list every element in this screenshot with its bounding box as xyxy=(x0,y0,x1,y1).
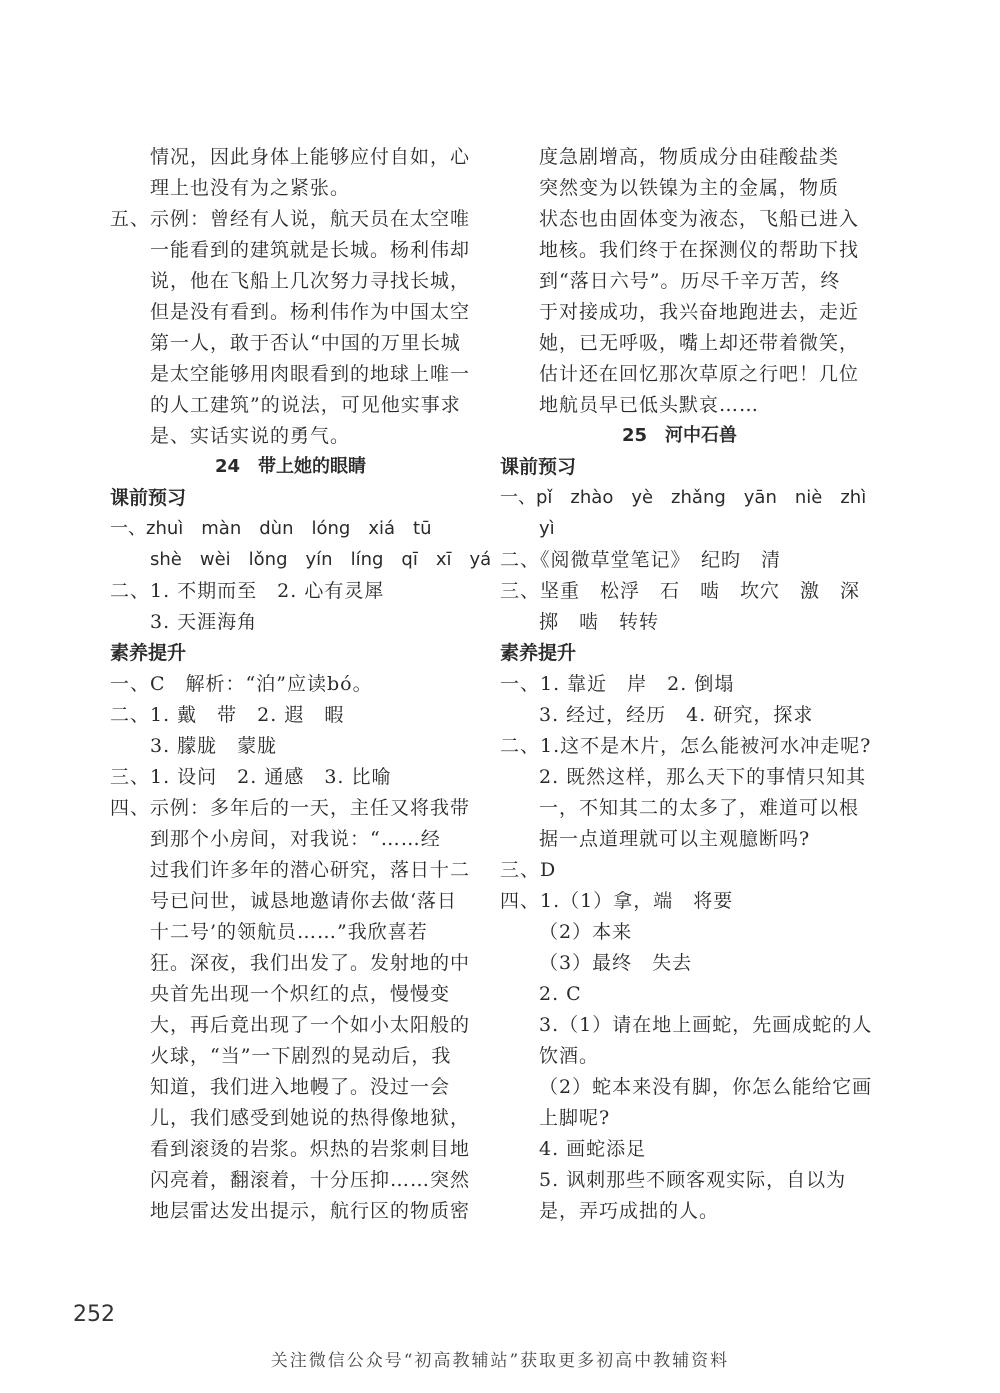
text-line: 五、示例：曾经有人说，航天员在太空唯 xyxy=(110,208,471,230)
text-line: 但是没有看到。杨利伟作为中国太空 xyxy=(150,301,471,323)
text-line: 二、1. 戴 带 2. 遐 暇 xyxy=(110,704,345,726)
text-line: 状态也由固体变为液态，飞船已进入 xyxy=(539,208,860,230)
lesson-title: 25 河中石兽 xyxy=(622,425,738,446)
text-line: 2. C xyxy=(539,983,582,1005)
text-line: （3）最终 失去 xyxy=(539,952,693,974)
text-line: 掷 啮 转转 xyxy=(539,611,660,633)
text-line: 到“落日六号”。历尽千辛万苦，终 xyxy=(539,270,841,292)
footer-note: 关注微信公众号“初高教辅站”获取更多初高中教辅资料 xyxy=(270,1351,730,1371)
text-line: 地层雷达发出提示，航行区的物质密 xyxy=(150,1200,471,1222)
text-line: 三、1. 设问 2. 通感 3. 比喻 xyxy=(110,766,392,788)
text-line: 情况，因此身体上能够应付自如，心 xyxy=(150,146,471,168)
text-line: 饮酒。 xyxy=(539,1045,600,1067)
text-line: 地航员早已低头默哀…… xyxy=(539,394,760,416)
text-line: 第一人，敢于否认“中国的万里长城 xyxy=(150,332,461,354)
text-line: 火球，“当”一下剧烈的晃动后，我 xyxy=(150,1045,452,1067)
section-heading: 课前预习 xyxy=(500,456,577,478)
text-line: 上脚呢? xyxy=(539,1107,611,1129)
text-line: 四、示例：多年后的一天，主任又将我带 xyxy=(110,797,471,819)
text-line: （2）蛇本来没有脚，你怎么能给它画 xyxy=(539,1076,873,1098)
text-line: 知道，我们进入地幔了。没过一会 xyxy=(150,1076,451,1098)
text-line: 央首先出现一个炽红的点，慢慢变 xyxy=(150,983,451,1005)
text-line: 理上也没有为之紧张。 xyxy=(150,177,351,199)
text-line: 过我们许多年的潜心研究，落日十二 xyxy=(150,859,471,881)
text-line: 一、1. 靠近 岸 2. 倒塌 xyxy=(500,673,735,695)
text-line: 看到滚烫的岩浆。炽热的岩浆刺目地 xyxy=(150,1138,471,1160)
pinyin-line: shè wèi lǒng yín líng qī xī yá xyxy=(150,549,492,570)
text-line: 大，再后竟出现了一个如小太阳般的 xyxy=(150,1014,471,1036)
text-line: 二、《阅微草堂笔记》 纪昀 清 xyxy=(500,549,782,571)
text-line: 3. 天涯海角 xyxy=(150,611,258,633)
text-line: 闪亮着，翻滚着，十分压抑……突然 xyxy=(150,1169,471,1191)
text-line: 是，弄巧成拙的人。 xyxy=(539,1200,720,1222)
section-heading: 素养提升 xyxy=(110,642,187,664)
text-line: 号已问世，诚恳地邀请你去做‘落日 xyxy=(150,890,458,912)
text-line: 4. 画蛇添足 xyxy=(539,1138,647,1160)
text-line: 狂。深夜，我们出发了。发射地的中 xyxy=(150,952,471,974)
text-line: 三、坚重 松浮 石 啮 坎穴 激 深 xyxy=(500,580,861,602)
text-line: 一、C 解析：“泊”应读bó。 xyxy=(110,673,373,695)
text-line: 她，已无呼吸，嘴上却还带着微笑， xyxy=(539,332,860,354)
text-line: 3.（1）请在地上画蛇，先画成蛇的人 xyxy=(539,1014,873,1036)
text-line: （2）本来 xyxy=(539,921,633,943)
text-line: 3. 经过，经历 4. 研究，探求 xyxy=(539,704,814,726)
text-line: 是、实话实说的勇气。 xyxy=(150,425,351,447)
text-line: 3. 朦胧 蒙胧 xyxy=(150,735,278,757)
text-line: 地核。我们终于在探测仪的帮助下找 xyxy=(539,239,860,261)
text-line: 到那个小房间，对我说：“……经 xyxy=(150,828,441,850)
text-line: 四、1.（1）拿，端 将要 xyxy=(500,890,734,912)
text-line: 十二号’的领航员……”我欣喜若 xyxy=(150,921,428,943)
pinyin-line: yì xyxy=(539,518,555,539)
text-line: 突然变为以铁镍为主的金属，物质 xyxy=(539,177,840,199)
text-line: 的人工建筑”的说法，可见他实事求 xyxy=(150,394,461,416)
text-line: 是太空能够用肉眼看到的地球上唯一 xyxy=(150,363,471,385)
text-line: 一能看到的建筑就是长城。杨利伟却 xyxy=(150,239,471,261)
section-heading: 课前预习 xyxy=(110,487,187,509)
lesson-title: 24 带上她的眼睛 xyxy=(215,456,367,477)
pinyin-line: 一、zhuì màn dùn lóng xiá tū xyxy=(110,518,432,539)
text-line: 二、1. 不期而至 2. 心有灵犀 xyxy=(110,580,385,602)
text-line: 一，不知其二的太多了，难道可以根 xyxy=(539,797,860,819)
pinyin-line: 一、pǐ zhào yè zhǎng yān niè zhì xyxy=(500,487,867,508)
text-line: 说，他在飞船上几次努力寻找长城， xyxy=(150,270,471,292)
section-heading: 素养提升 xyxy=(500,642,577,664)
text-line: 2. 既然这样，那么天下的事情只知其 xyxy=(539,766,867,788)
text-line: 儿，我们感受到她说的热得像地狱， xyxy=(150,1107,471,1129)
text-line: 度急剧增高，物质成分由硅酸盐类 xyxy=(539,146,840,168)
text-line: 三、D xyxy=(500,859,557,881)
text-line: 于对接成功，我兴奋地跑进去，走近 xyxy=(539,301,860,323)
text-line: 据一点道理就可以主观臆断吗? xyxy=(539,828,811,850)
page-number: 252 xyxy=(73,1302,115,1327)
text-line: 5. 讽刺那些不顾客观实际，自以为 xyxy=(539,1169,847,1191)
text-line: 二、1.这不是木片，怎么能被河水冲走呢? xyxy=(500,735,872,757)
text-line: 估计还在回忆那次草原之行吧！几位 xyxy=(539,363,860,385)
